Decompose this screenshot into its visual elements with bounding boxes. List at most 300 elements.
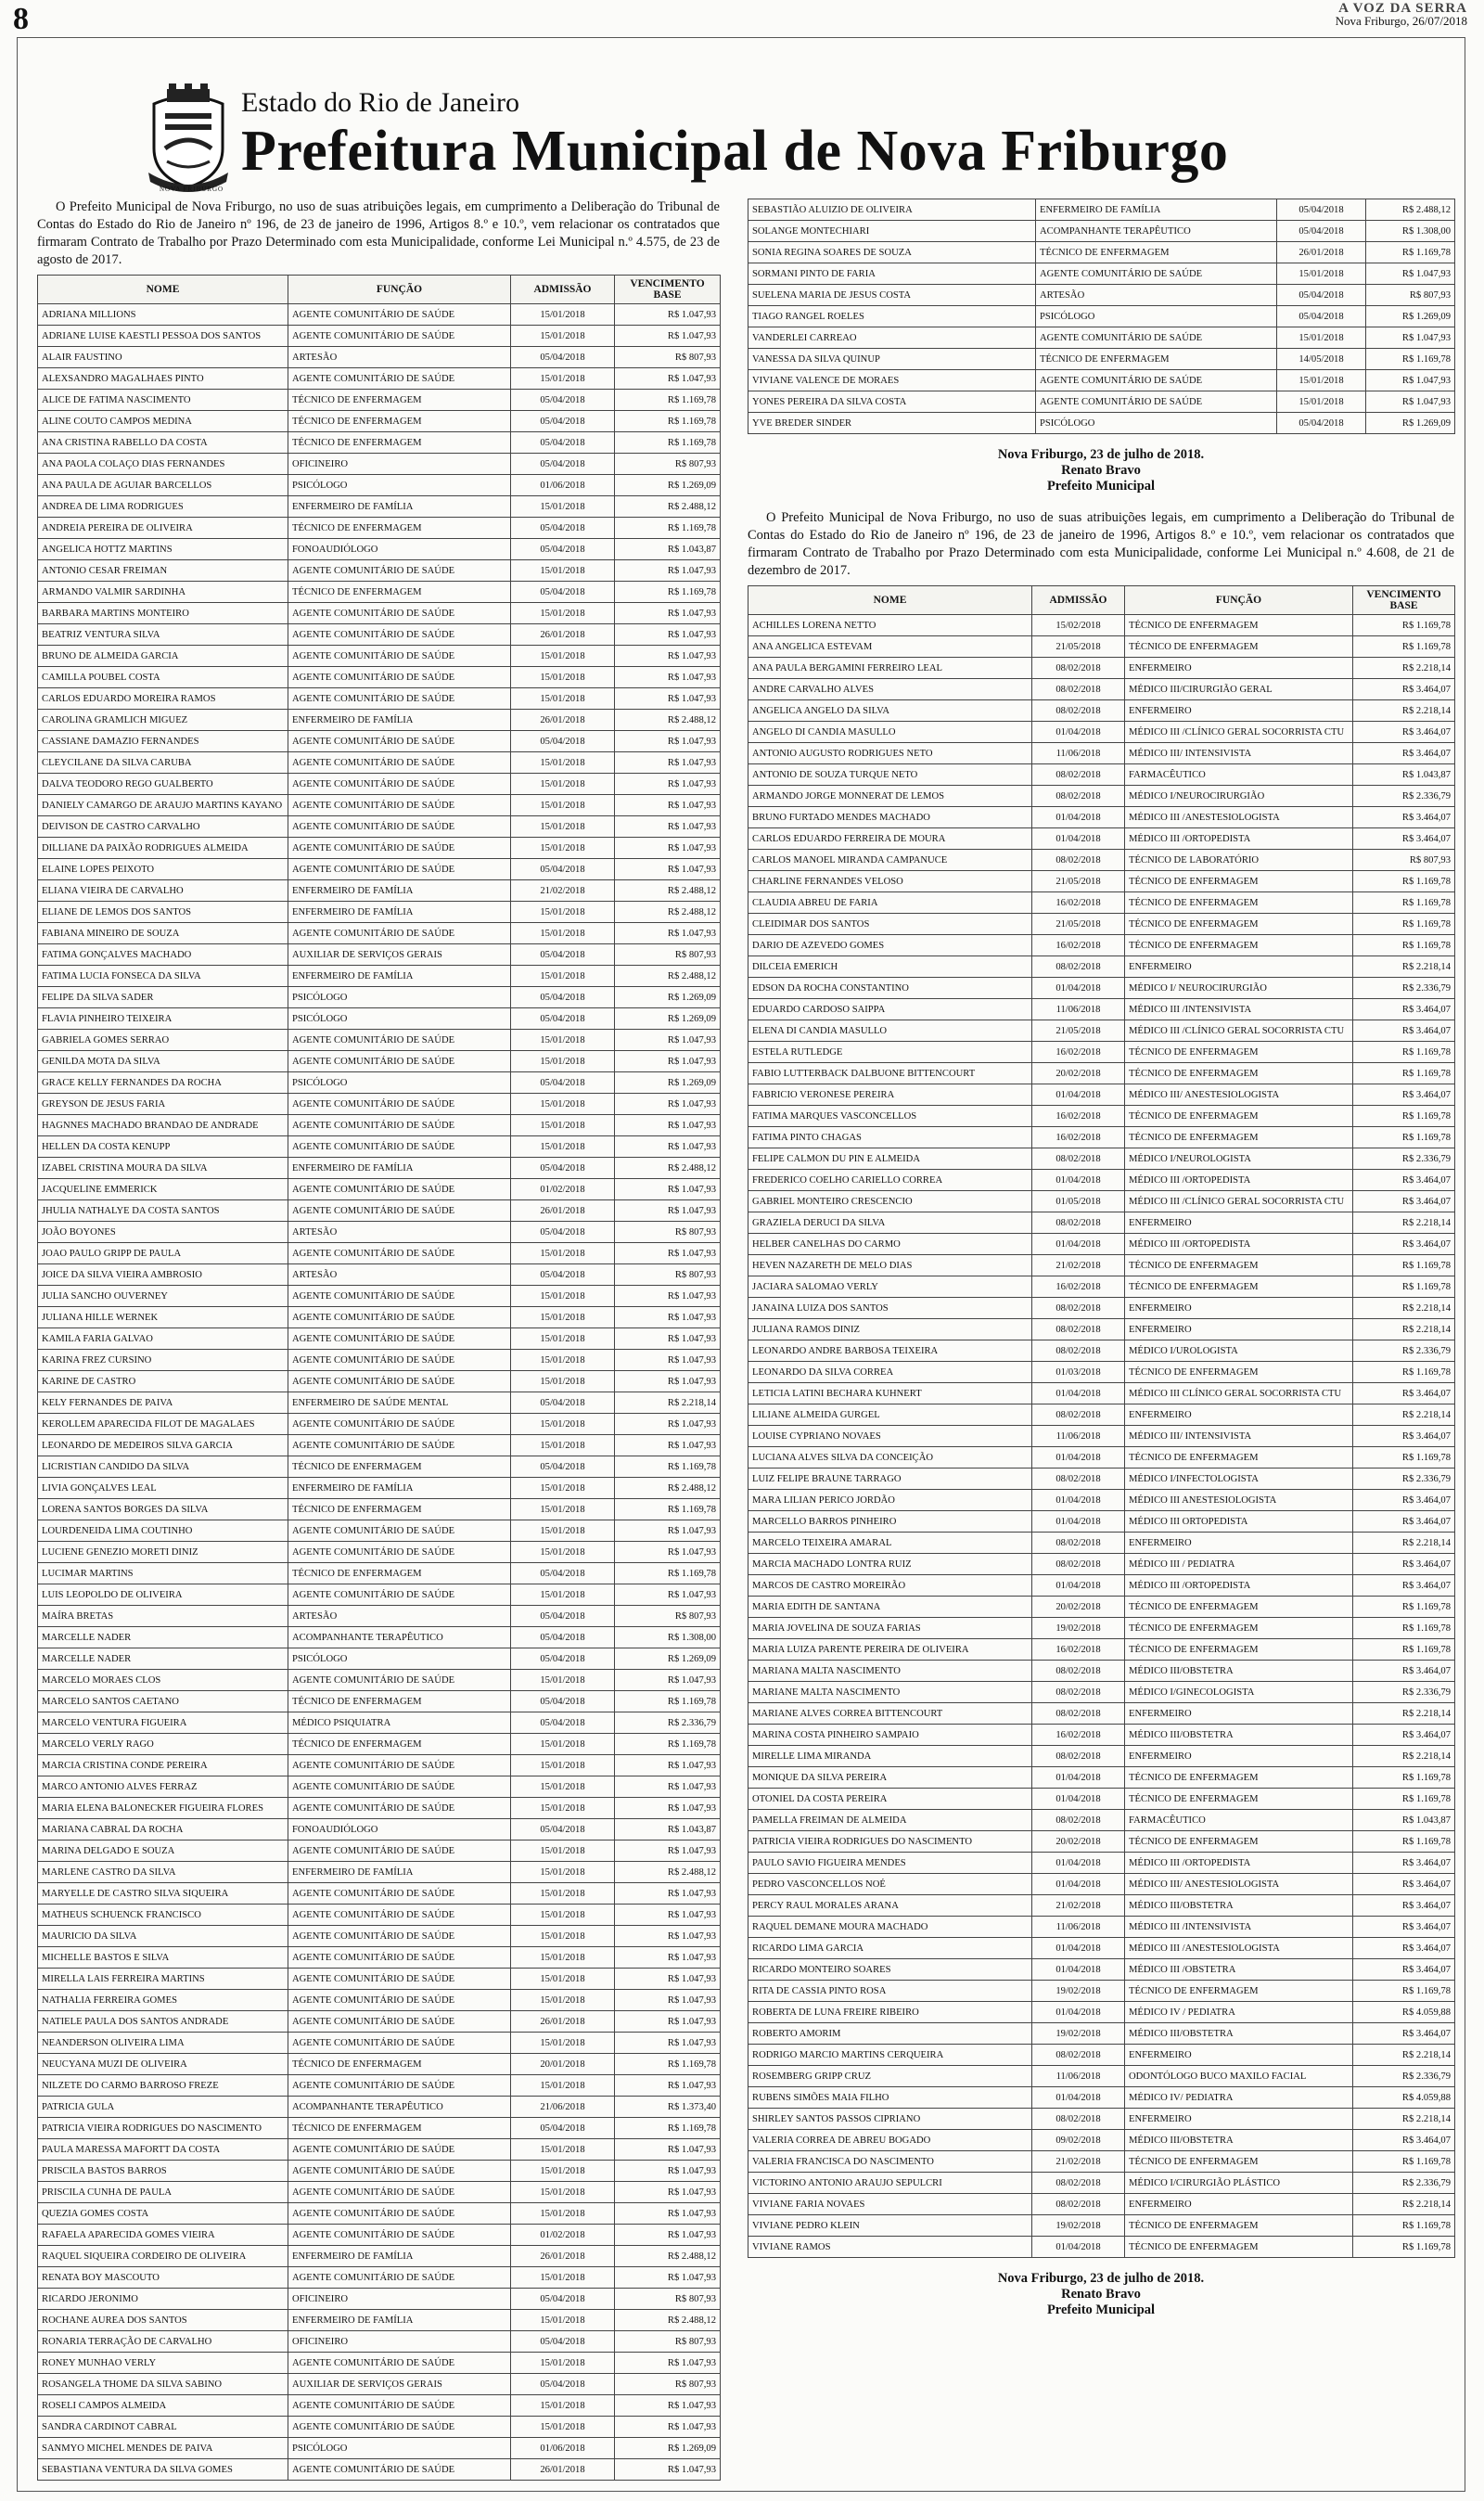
cell-funcao: TÉCNICO DE ENFERMAGEM <box>1125 1831 1353 1853</box>
cell-admissao: 01/04/2018 <box>1032 722 1125 743</box>
cell-nome: NILZETE DO CARMO BARROSO FREZE <box>38 2075 288 2097</box>
cell-funcao: AGENTE COMUNITÁRIO DE SAÚDE <box>288 624 511 646</box>
cell-vencimento: R$ 1.047,93 <box>615 1115 721 1136</box>
cell-nome: ROSELI CAMPOS ALMEIDA <box>38 2395 288 2417</box>
cell-admissao: 05/04/2018 <box>511 2289 615 2310</box>
cell-nome: BARBARA MARTINS MONTEIRO <box>38 603 288 624</box>
cell-funcao: AGENTE COMUNITÁRIO DE SAÚDE <box>288 1200 511 1222</box>
table-row <box>38 880 721 902</box>
cell-vencimento: R$ 1.047,93 <box>615 603 721 624</box>
cell-funcao: TÉCNICO DE ENFERMAGEM <box>288 2054 511 2075</box>
cell-admissao: 15/01/2018 <box>511 496 615 518</box>
table-row <box>748 1469 1455 1490</box>
cell-nome: GRAZIELA DERUCI DA SILVA <box>748 1212 1032 1234</box>
cell-admissao: 05/04/2018 <box>511 582 615 603</box>
cell-nome: VALERIA CORREA DE ABREU BOGADO <box>748 2130 1032 2151</box>
table-row <box>748 1853 1455 1874</box>
cell-nome: RICARDO LIMA GARCIA <box>748 1938 1032 1959</box>
cell-nome: MARA LILIAN PERICO JORDÃO <box>748 1490 1032 1511</box>
cell-funcao: ENFERMEIRO <box>1125 1319 1353 1340</box>
table-row <box>38 2011 721 2033</box>
cell-vencimento: R$ 1.047,93 <box>615 667 721 688</box>
table-row <box>748 1533 1455 1554</box>
table-row <box>38 496 721 518</box>
cell-admissao: 09/02/2018 <box>1032 2130 1125 2151</box>
table-row <box>748 2002 1455 2023</box>
cell-funcao: MÉDICO III/ INTENSIVISTA <box>1125 1426 1353 1447</box>
cell-vencimento: R$ 1.047,93 <box>1366 370 1455 391</box>
table-row <box>748 1597 1455 1618</box>
cell-funcao: AGENTE COMUNITÁRIO DE SAÚDE <box>288 560 511 582</box>
cell-funcao: ENFERMEIRO DE FAMÍLIA <box>288 710 511 731</box>
table-row <box>38 1136 721 1158</box>
table-row <box>38 624 721 646</box>
cell-funcao: ENFERMEIRO DE FAMÍLIA <box>288 1862 511 1883</box>
column-header-admissao: ADMISSÃO <box>511 276 615 304</box>
cell-funcao: MÉDICO III /CLÍNICO GERAL SOCORRISTA CTU <box>1125 1191 1353 1212</box>
table-row <box>38 710 721 731</box>
cell-nome: EDSON DA ROCHA CONSTANTINO <box>748 978 1032 999</box>
cell-admissao: 14/05/2018 <box>1277 349 1366 370</box>
cell-funcao: AGENTE COMUNITÁRIO DE SAÚDE <box>1036 391 1277 413</box>
intro-paragraph-1: O Prefeito Municipal de Nova Friburgo, no uso de suas atribuições legais, em cumprimento a Deliberação do Tribunal de Contas do Estado do Rio de Janeiro nº 196, de 23 de janeiro de 1996, Artigos 8.º e 10.º, vem relacionar os contratados que firmaram Contrato de Trabalho por Prazo Determinado com esta Municipalidade, conforme Lei Municipal n.º 4.575, de 23 de agosto de 2017. <box>37 199 720 267</box>
cell-nome: IZABEL CRISTINA MOURA DA SILVA <box>38 1158 288 1179</box>
cell-admissao: 15/01/2018 <box>511 1520 615 1542</box>
cell-admissao: 16/02/2018 <box>1032 1639 1125 1661</box>
cell-funcao: ACOMPANHANTE TERAPÊUTICO <box>288 2097 511 2118</box>
cell-nome: RAQUEL SIQUEIRA CORDEIRO DE OLIVEIRA <box>38 2246 288 2267</box>
column-header-funcao: FUNÇÃO <box>288 276 511 304</box>
cell-vencimento: R$ 807,93 <box>615 2331 721 2353</box>
cell-funcao: TÉCNICO DE ENFERMAGEM <box>288 1734 511 1755</box>
cell-admissao: 15/01/2018 <box>1277 263 1366 285</box>
cell-funcao: MÉDICO I/CIRURGIÃO PLÁSTICO <box>1125 2173 1353 2194</box>
cell-admissao: 15/01/2018 <box>511 1435 615 1456</box>
cell-funcao: AGENTE COMUNITÁRIO DE SAÚDE <box>288 1520 511 1542</box>
cell-admissao: 01/04/2018 <box>1032 1383 1125 1404</box>
table-row <box>748 999 1455 1020</box>
table-row <box>748 2045 1455 2066</box>
cell-admissao: 21/02/2018 <box>1032 1255 1125 1276</box>
cell-nome: NATHALIA FERREIRA GOMES <box>38 1990 288 2011</box>
cell-admissao: 08/02/2018 <box>1032 1682 1125 1703</box>
cell-nome: RAQUEL DEMANE MOURA MACHADO <box>748 1917 1032 1938</box>
table-row <box>748 1191 1455 1212</box>
city-crest-icon <box>147 83 230 193</box>
cell-vencimento: R$ 3.464,07 <box>1353 722 1455 743</box>
cell-nome: LIVIA GONÇALVES LEAL <box>38 1478 288 1499</box>
cell-vencimento: R$ 1.047,93 <box>615 646 721 667</box>
cell-funcao: TÉCNICO DE ENFERMAGEM <box>1125 2237 1353 2258</box>
cell-vencimento: R$ 807,93 <box>615 2289 721 2310</box>
cell-vencimento: R$ 1.047,93 <box>615 1435 721 1456</box>
cell-admissao: 08/02/2018 <box>1032 2194 1125 2215</box>
cell-admissao: 21/02/2018 <box>1032 2151 1125 2173</box>
cell-nome: RONEY MUNHAO VERLY <box>38 2353 288 2374</box>
cell-funcao: ODONTÓLOGO BUCO MAXILO FACIAL <box>1125 2066 1353 2087</box>
cell-nome: DEIVISON DE CASTRO CARVALHO <box>38 816 288 838</box>
cell-nome: CARLOS EDUARDO MOREIRA RAMOS <box>38 688 288 710</box>
table-row <box>38 2139 721 2161</box>
page-number: 8 <box>13 2 29 36</box>
cell-admissao: 15/01/2018 <box>511 368 615 390</box>
cell-admissao: 05/04/2018 <box>511 454 615 475</box>
cell-admissao: 15/01/2018 <box>511 1776 615 1798</box>
cell-vencimento: R$ 3.464,07 <box>1353 1191 1455 1212</box>
cell-nome: CARLOS EDUARDO FERREIRA DE MOURA <box>748 828 1032 850</box>
cell-funcao: MÉDICO IV/ PEDIATRA <box>1125 2087 1353 2109</box>
cell-admissao: 16/02/2018 <box>1032 1276 1125 1298</box>
cell-funcao: ENFERMEIRO DE FAMÍLIA <box>288 496 511 518</box>
table-row <box>38 1862 721 1883</box>
newspaper-header <box>0 0 1484 35</box>
cell-funcao: MÉDICO III /ORTOPEDISTA <box>1125 1575 1353 1597</box>
table-row <box>38 774 721 795</box>
cell-admissao: 15/01/2018 <box>511 1051 615 1072</box>
cell-funcao: PSICÓLOGO <box>288 1008 511 1030</box>
cell-funcao: TÉCNICO DE ENFERMAGEM <box>1125 1789 1353 1810</box>
cell-funcao: AGENTE COMUNITÁRIO DE SAÚDE <box>288 1755 511 1776</box>
cell-vencimento: R$ 3.464,07 <box>1353 1234 1455 1255</box>
table-row <box>38 902 721 923</box>
table-row <box>38 2033 721 2054</box>
table-row <box>748 2066 1455 2087</box>
cell-admissao: 01/04/2018 <box>1032 1170 1125 1191</box>
cell-funcao: MÉDICO III CLÍNICO GERAL SOCORRISTA CTU <box>1125 1383 1353 1404</box>
cell-funcao: PSICÓLOGO <box>288 1648 511 1670</box>
table-row <box>748 2151 1455 2173</box>
table-row <box>748 413 1455 434</box>
cell-nome: ANA PAOLA COLAÇO DIAS FERNANDES <box>38 454 288 475</box>
cell-vencimento: R$ 1.169,78 <box>1353 1447 1455 1469</box>
cell-vencimento: R$ 2.488,12 <box>1366 199 1455 221</box>
cell-admissao: 15/01/2018 <box>511 2395 615 2417</box>
table-row <box>748 1895 1455 1917</box>
cell-vencimento: R$ 2.218,14 <box>615 1392 721 1414</box>
cell-vencimento: R$ 2.218,14 <box>1353 2194 1455 2215</box>
cell-admissao: 01/04/2018 <box>1032 1938 1125 1959</box>
cell-admissao: 11/06/2018 <box>1032 1426 1125 1447</box>
cell-nome: JOICE DA SILVA VIEIRA AMBROSIO <box>38 1264 288 1286</box>
cell-funcao: AGENTE COMUNITÁRIO DE SAÚDE <box>288 816 511 838</box>
table-row <box>38 1819 721 1840</box>
cell-admissao: 08/02/2018 <box>1032 1212 1125 1234</box>
cell-nome: PAULA MARESSA MAFORTT DA COSTA <box>38 2139 288 2161</box>
cell-admissao: 15/01/2018 <box>511 1755 615 1776</box>
cell-funcao: AGENTE COMUNITÁRIO DE SAÚDE <box>288 2033 511 2054</box>
cell-nome: JACQUELINE EMMERICK <box>38 1179 288 1200</box>
cell-vencimento: R$ 1.169,78 <box>615 1734 721 1755</box>
cell-vencimento: R$ 4.059,88 <box>1353 2087 1455 2109</box>
cell-funcao: ARTESÃO <box>1036 285 1277 306</box>
cell-funcao: AGENTE COMUNITÁRIO DE SAÚDE <box>288 1115 511 1136</box>
cell-funcao: TÉCNICO DE ENFERMAGEM <box>1125 1127 1353 1148</box>
cell-vencimento: R$ 2.336,79 <box>1353 978 1455 999</box>
table-row <box>38 1008 721 1030</box>
cell-funcao: ENFERMEIRO <box>1125 1703 1353 1725</box>
cell-vencimento: R$ 1.047,93 <box>615 1051 721 1072</box>
cell-nome: CASSIANE DAMAZIO FERNANDES <box>38 731 288 752</box>
cell-nome: HELLEN DA COSTA KENUPP <box>38 1136 288 1158</box>
cell-funcao: AGENTE COMUNITÁRIO DE SAÚDE <box>288 304 511 326</box>
cell-vencimento: R$ 1.047,93 <box>615 1179 721 1200</box>
table-row <box>748 1084 1455 1106</box>
cell-vencimento: R$ 1.047,93 <box>615 1905 721 1926</box>
cell-funcao: AGENTE COMUNITÁRIO DE SAÚDE <box>288 2161 511 2182</box>
table-row <box>748 1298 1455 1319</box>
cell-vencimento: R$ 3.464,07 <box>1353 1661 1455 1682</box>
cell-funcao: MÉDICO III/OBSTETRA <box>1125 1661 1353 1682</box>
cell-nome: LUCIANA ALVES SILVA DA CONCEIÇÃO <box>748 1447 1032 1469</box>
table-row <box>38 944 721 966</box>
table-row <box>748 1639 1455 1661</box>
cell-vencimento: R$ 1.047,93 <box>615 2203 721 2225</box>
cell-nome: ANA PAULA BERGAMINI FERREIRO LEAL <box>748 658 1032 679</box>
cell-funcao: AGENTE COMUNITÁRIO DE SAÚDE <box>288 731 511 752</box>
cell-admissao: 19/02/2018 <box>1032 2023 1125 2045</box>
cell-funcao: AGENTE COMUNITÁRIO DE SAÚDE <box>1036 263 1277 285</box>
cell-vencimento: R$ 2.218,14 <box>1353 1533 1455 1554</box>
cell-funcao: ENFERMEIRO DE FAMÍLIA <box>1036 199 1277 221</box>
cell-admissao: 05/04/2018 <box>1277 285 1366 306</box>
cell-admissao: 05/04/2018 <box>511 1456 615 1478</box>
table-row <box>748 285 1455 306</box>
cell-nome: RAFAELA APARECIDA GOMES VIEIRA <box>38 2225 288 2246</box>
table-row <box>38 2225 721 2246</box>
cell-nome: SORMANI PINTO DE FARIA <box>748 263 1036 285</box>
cell-admissao: 26/01/2018 <box>1277 242 1366 263</box>
cell-funcao: FARMACÊUTICO <box>1125 1810 1353 1831</box>
cell-funcao: AGENTE COMUNITÁRIO DE SAÚDE <box>288 1094 511 1115</box>
cell-vencimento: R$ 1.047,93 <box>615 1136 721 1158</box>
cell-vencimento: R$ 1.047,93 <box>615 2161 721 2182</box>
cell-nome: ANA ANGELICA ESTEVAM <box>748 636 1032 658</box>
table-row <box>38 2246 721 2267</box>
cell-vencimento: R$ 1.047,93 <box>615 2075 721 2097</box>
cell-nome: ANGELICA ANGELO DA SILVA <box>748 700 1032 722</box>
table-row <box>38 2267 721 2289</box>
cell-admissao: 05/04/2018 <box>1277 221 1366 242</box>
table-row <box>748 1917 1455 1938</box>
cell-vencimento: R$ 1.047,93 <box>615 1414 721 1435</box>
cell-vencimento: R$ 1.047,93 <box>615 1584 721 1606</box>
cell-admissao: 15/01/2018 <box>511 304 615 326</box>
cell-admissao: 15/01/2018 <box>511 2203 615 2225</box>
cell-vencimento: R$ 1.169,78 <box>615 582 721 603</box>
cell-admissao: 26/01/2018 <box>511 2011 615 2033</box>
cell-funcao: MÉDICO I/NEUROLOGISTA <box>1125 1148 1353 1170</box>
cell-vencimento: R$ 1.047,93 <box>615 2417 721 2438</box>
contracts-table-1 <box>37 275 721 2481</box>
cell-funcao: MÉDICO III /ORTOPEDISTA <box>1125 828 1353 850</box>
cell-nome: ROCHANE AUREA DOS SANTOS <box>38 2310 288 2331</box>
cell-vencimento: R$ 3.464,07 <box>1353 1490 1455 1511</box>
cell-admissao: 21/05/2018 <box>1032 871 1125 892</box>
cell-admissao: 01/04/2018 <box>1032 2237 1125 2258</box>
cell-nome: KARINA FREZ CURSINO <box>38 1350 288 1371</box>
cell-vencimento: R$ 2.218,14 <box>1353 1298 1455 1319</box>
cell-nome: GENILDA MOTA DA SILVA <box>38 1051 288 1072</box>
cell-funcao: PSICÓLOGO <box>1036 413 1277 434</box>
table-row <box>748 1703 1455 1725</box>
cell-vencimento: R$ 1.047,93 <box>615 1520 721 1542</box>
cell-admissao: 26/01/2018 <box>511 1200 615 1222</box>
cell-nome: RITA DE CASSIA PINTO ROSA <box>748 1981 1032 2002</box>
cell-nome: YVE BREDER SINDER <box>748 413 1036 434</box>
table-row <box>748 1148 1455 1170</box>
cell-vencimento: R$ 1.047,93 <box>615 731 721 752</box>
cell-admissao: 15/01/2018 <box>511 667 615 688</box>
cell-admissao: 15/01/2018 <box>511 2267 615 2289</box>
cell-nome: MARIA EDITH DE SANTANA <box>748 1597 1032 1618</box>
cell-vencimento: R$ 1.308,00 <box>615 1627 721 1648</box>
table-row <box>748 1127 1455 1148</box>
cell-funcao: AGENTE COMUNITÁRIO DE SAÚDE <box>288 923 511 944</box>
cell-vencimento: R$ 807,93 <box>615 944 721 966</box>
cell-admissao: 08/02/2018 <box>1032 1340 1125 1362</box>
cell-admissao: 05/04/2018 <box>511 390 615 411</box>
cell-funcao: TÉCNICO DE ENFERMAGEM <box>1125 636 1353 658</box>
cell-funcao: AGENTE COMUNITÁRIO DE SAÚDE <box>288 1776 511 1798</box>
cell-vencimento: R$ 1.169,78 <box>1353 871 1455 892</box>
cell-funcao: AGENTE COMUNITÁRIO DE SAÚDE <box>288 1798 511 1819</box>
cell-admissao: 01/04/2018 <box>1032 1575 1125 1597</box>
intro-paragraph-2: O Prefeito Municipal de Nova Friburgo, no uso de suas atribuições legais, em cumprimento a Deliberação do Tribunal de Contas do Estado do Rio de Janeiro nº 196, de 23 de janeiro de 1996, Artigos 8.º e 10.º, vem relacionar os contratados que firmaram Contrato de Trabalho por Prazo Determinado com esta Municipalidade, conforme Lei Municipal n.º 4.608, de 21 de dezembro de 2017. <box>748 510 1454 578</box>
signature-role: Prefeito Municipal <box>1046 479 1156 494</box>
cell-nome: ROBERTO AMORIM <box>748 2023 1032 2045</box>
cell-nome: ANDRE CARVALHO ALVES <box>748 679 1032 700</box>
table-row <box>38 2459 721 2481</box>
cell-admissao: 15/01/2018 <box>511 688 615 710</box>
table-row <box>748 807 1455 828</box>
table-row <box>38 326 721 347</box>
cell-vencimento: R$ 1.169,78 <box>1353 1362 1455 1383</box>
cell-funcao: TÉCNICO DE ENFERMAGEM <box>1125 615 1353 636</box>
cell-vencimento: R$ 807,93 <box>615 1264 721 1286</box>
cell-vencimento: R$ 1.169,78 <box>1353 1767 1455 1789</box>
cell-vencimento: R$ 1.169,78 <box>615 518 721 539</box>
cell-admissao: 15/01/2018 <box>511 2161 615 2182</box>
cell-funcao: ENFERMEIRO <box>1125 1298 1353 1319</box>
cell-funcao: TÉCNICO DE ENFERMAGEM <box>1125 1362 1353 1383</box>
cell-funcao: AGENTE COMUNITÁRIO DE SAÚDE <box>288 667 511 688</box>
cell-vencimento: R$ 2.488,12 <box>615 2246 721 2267</box>
table-row <box>38 1969 721 1990</box>
cell-admissao: 08/02/2018 <box>1032 2173 1125 2194</box>
cell-vencimento: R$ 2.488,12 <box>615 496 721 518</box>
cell-funcao: MÉDICO IV / PEDIATRA <box>1125 2002 1353 2023</box>
cell-vencimento: R$ 1.169,78 <box>615 2118 721 2139</box>
cell-vencimento: R$ 1.047,93 <box>615 1798 721 1819</box>
table-row <box>748 1447 1455 1469</box>
cell-nome: LOUISE CYPRIANO NOVAES <box>748 1426 1032 1447</box>
table-row <box>38 688 721 710</box>
cell-funcao: TÉCNICO DE ENFERMAGEM <box>288 411 511 432</box>
cell-admissao: 08/02/2018 <box>1032 1298 1125 1319</box>
cell-funcao: ENFERMEIRO <box>1125 2045 1353 2066</box>
cell-vencimento: R$ 1.047,93 <box>615 1094 721 1115</box>
table-row <box>38 1584 721 1606</box>
cell-funcao: MÉDICO III /CLÍNICO GERAL SOCORRISTA CTU <box>1125 722 1353 743</box>
cell-admissao: 05/04/2018 <box>511 1008 615 1030</box>
cell-nome: PATRICIA VIEIRA RODRIGUES DO NASCIMENTO <box>38 2118 288 2139</box>
cell-funcao: TÉCNICO DE ENFERMAGEM <box>1125 1042 1353 1063</box>
cell-vencimento: R$ 1.047,93 <box>615 1307 721 1328</box>
cell-nome: ROBERTA DE LUNA FREIRE RIBEIRO <box>748 2002 1032 2023</box>
table-row <box>38 1478 721 1499</box>
table-row <box>748 722 1455 743</box>
cell-nome: PATRICIA GULA <box>38 2097 288 2118</box>
cell-funcao: TÉCNICO DE ENFERMAGEM <box>288 2118 511 2139</box>
cell-admissao: 05/04/2018 <box>511 347 615 368</box>
cell-nome: MATHEUS SCHUENCK FRANCISCO <box>38 1905 288 1926</box>
table-row <box>748 615 1455 636</box>
cell-nome: QUEZIA GOMES COSTA <box>38 2203 288 2225</box>
table-row <box>748 1789 1455 1810</box>
table-row <box>38 1905 721 1926</box>
cell-admissao: 16/02/2018 <box>1032 1127 1125 1148</box>
municipality-title: Prefeitura Municipal de Nova Friburgo <box>241 120 1229 183</box>
cell-nome: VIVIANE PEDRO KLEIN <box>748 2215 1032 2237</box>
table-row <box>38 1072 721 1094</box>
cell-funcao: TÉCNICO DE ENFERMAGEM <box>288 432 511 454</box>
table-row <box>38 838 721 859</box>
cell-nome: GRACE KELLY FERNANDES DA ROCHA <box>38 1072 288 1094</box>
table-row <box>38 1328 721 1350</box>
cell-funcao: MÉDICO I/NEUROCIRURGIÃO <box>1125 786 1353 807</box>
cell-vencimento: R$ 2.336,79 <box>1353 1682 1455 1703</box>
cell-funcao: AGENTE COMUNITÁRIO DE SAÚDE <box>288 795 511 816</box>
cell-nome: ACHILLES LORENA NETTO <box>748 615 1032 636</box>
cell-funcao: ENFERMEIRO <box>1125 700 1353 722</box>
cell-admissao: 15/01/2018 <box>511 1371 615 1392</box>
cell-nome: SANMYO MICHEL MENDES DE PAIVA <box>38 2438 288 2459</box>
cell-funcao: AGENTE COMUNITÁRIO DE SAÚDE <box>1036 327 1277 349</box>
cell-funcao: ENFERMEIRO <box>1125 1404 1353 1426</box>
cell-admissao: 08/02/2018 <box>1032 1469 1125 1490</box>
cell-admissao: 19/02/2018 <box>1032 2215 1125 2237</box>
table-row <box>38 1990 721 2011</box>
cell-vencimento: R$ 1.047,93 <box>615 1755 721 1776</box>
cell-nome: MIRELLA LAIS FERREIRA MARTINS <box>38 1969 288 1990</box>
table-row <box>748 1767 1455 1789</box>
cell-vencimento: R$ 1.047,93 <box>615 1840 721 1862</box>
cell-vencimento: R$ 1.047,93 <box>615 304 721 326</box>
cell-admissao: 05/04/2018 <box>511 1563 615 1584</box>
table-row <box>38 411 721 432</box>
cell-funcao: AGENTE COMUNITÁRIO DE SAÚDE <box>288 1179 511 1200</box>
cell-nome: MARIA LUIZA PARENTE PEREIRA DE OLIVEIRA <box>748 1639 1032 1661</box>
table-row <box>38 2118 721 2139</box>
table-row <box>38 1371 721 1392</box>
cell-funcao: AGENTE COMUNITÁRIO DE SAÚDE <box>288 1840 511 1862</box>
cell-funcao: AGENTE COMUNITÁRIO DE SAÚDE <box>288 1307 511 1328</box>
cell-nome: HEVEN NAZARETH DE MELO DIAS <box>748 1255 1032 1276</box>
cell-nome: ROSEMBERG GRIPP CRUZ <box>748 2066 1032 2087</box>
cell-vencimento: R$ 1.269,09 <box>615 1648 721 1670</box>
table-row <box>38 1563 721 1584</box>
cell-funcao: AGENTE COMUNITÁRIO DE SAÚDE <box>288 838 511 859</box>
table-row <box>38 1776 721 1798</box>
cell-funcao: MÉDICO III /ANESTESIOLOGISTA <box>1125 1938 1353 1959</box>
cell-nome: JHULIA NATHALYE DA COSTA SANTOS <box>38 1200 288 1222</box>
cell-admissao: 15/01/2018 <box>511 1734 615 1755</box>
signature-name: Renato Bravo <box>1061 2287 1141 2302</box>
cell-admissao: 15/01/2018 <box>511 2182 615 2203</box>
cell-nome: MARCIA CRISTINA CONDE PEREIRA <box>38 1755 288 1776</box>
cell-admissao: 15/01/2018 <box>511 1862 615 1883</box>
cell-admissao: 15/01/2018 <box>511 1115 615 1136</box>
